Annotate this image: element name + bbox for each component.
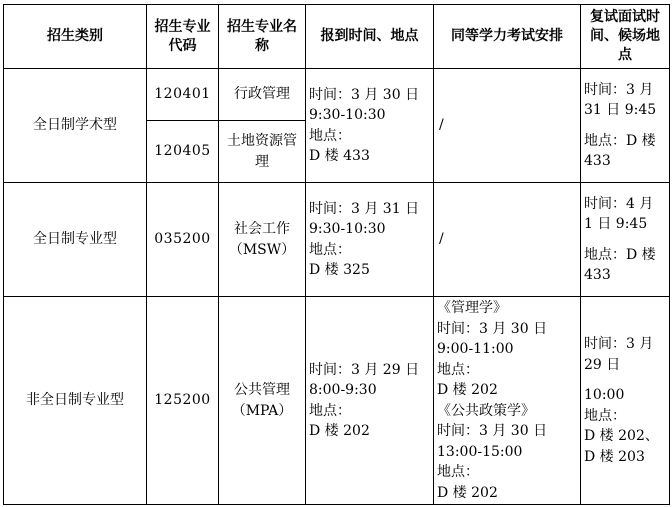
major-code-cell: 035200 — [147, 183, 219, 297]
category-cell: 全日制学术型 — [4, 69, 147, 183]
major-code-cell: 125200 — [147, 297, 219, 505]
header-row — [4, 5, 670, 69]
registration-cell: 时间：3 月 31 日 9:30-10:30 地点： D 楼 325 — [306, 183, 434, 297]
category-cell: 非全日制专业型 — [4, 297, 147, 505]
header-category: 招生类别 — [4, 5, 147, 69]
header-registration: 报到时间、地点 — [306, 5, 434, 69]
header-retest: 复试面试时间、候场地点 — [581, 5, 670, 69]
registration-cell: 时间：3 月 30 日 9:30-10:30 地点： D 楼 433 — [306, 69, 434, 183]
equivalent-exam-cell: 《管理学》 时间：3 月 30 日 9:00-11:00 地点： D 楼 202 《公共政策学》 时间：3 月 30 日 13:00-15:00 地点： D 楼 202 — [434, 297, 581, 505]
exam-schedule-table — [3, 4, 670, 505]
registration-cell: 时间：3 月 29 日 8:00-9:30 地点： D 楼 202 — [306, 297, 434, 505]
table-row — [4, 69, 670, 121]
major-code-cell: 120405 — [147, 121, 219, 183]
retest-cell: 时间：3 月 29 日 10:00 地点： D 楼 202、D 楼 203 — [581, 297, 670, 505]
major-name-cell: 行政管理 — [219, 69, 306, 121]
retest-cell: 时间：3 月 31 日 9:45 地点：D 楼 433 — [581, 69, 670, 183]
major-name-cell: 社会工作（MSW） — [219, 183, 306, 297]
major-name-cell: 公共管理（MPA） — [219, 297, 306, 505]
header-major: 招生专业名称 — [219, 5, 306, 69]
table-row — [4, 297, 670, 505]
category-cell: 全日制专业型 — [4, 183, 147, 297]
equivalent-exam-cell: / — [434, 69, 581, 183]
major-name-cell: 土地资源管理 — [219, 121, 306, 183]
equivalent-exam-cell: / — [434, 183, 581, 297]
table-row — [4, 183, 670, 297]
retest-cell: 时间：4 月 1 日 9:45 地点：D 楼 433 — [581, 183, 670, 297]
major-code-cell: 120401 — [147, 69, 219, 121]
header-equivalent: 同等学力考试安排 — [434, 5, 581, 69]
header-code: 招生专业代码 — [147, 5, 219, 69]
